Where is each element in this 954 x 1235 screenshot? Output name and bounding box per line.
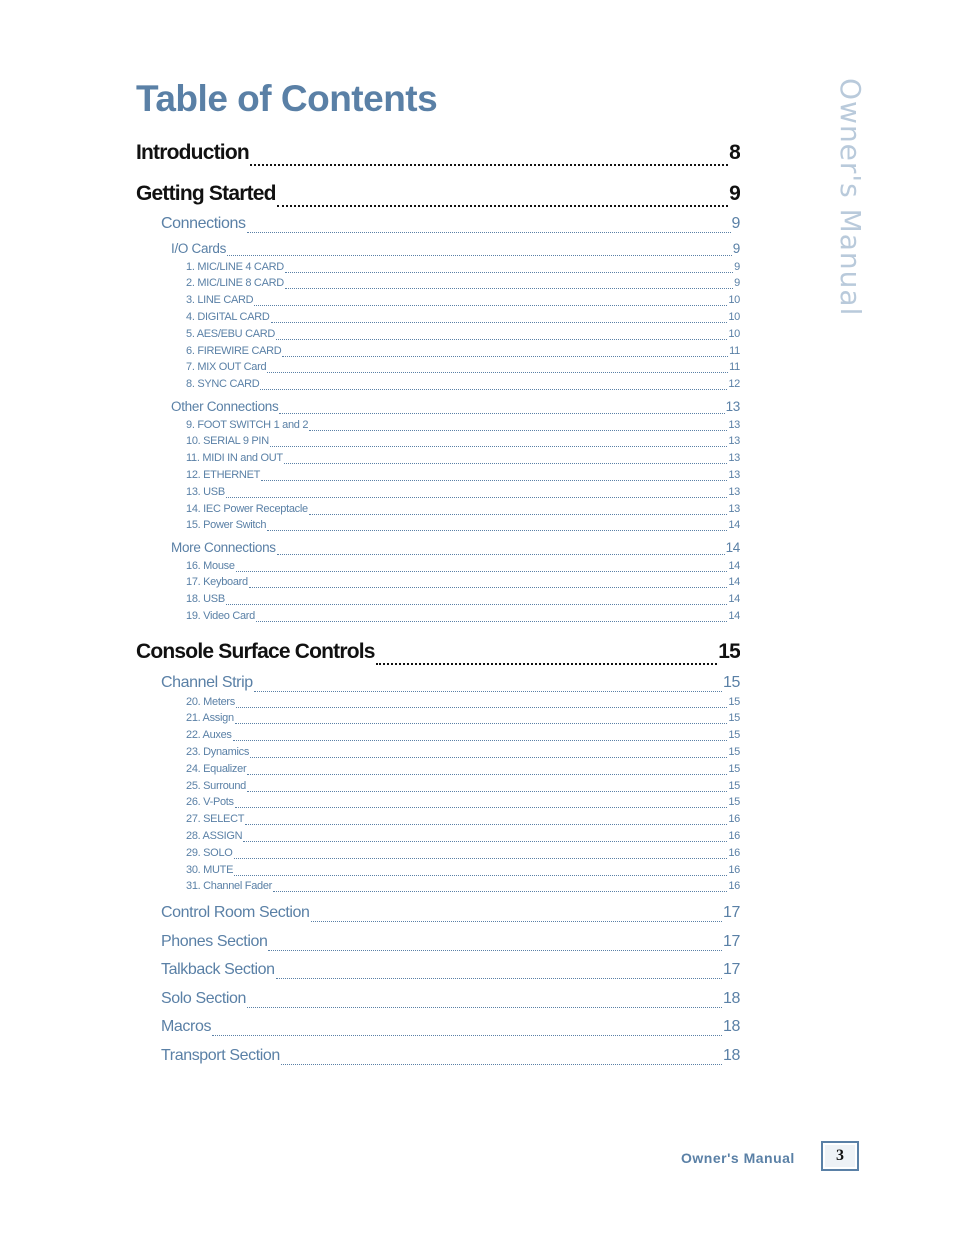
toc-entry-level-4[interactable] [186,452,740,467]
side-brand-label: Owner's Manual [834,78,867,317]
toc-entry-label: 10. SERIAL 9 PIN [186,435,269,447]
toc-entry-label: 16. Mouse [186,560,235,572]
toc-entry-page: 16 [728,864,740,876]
toc-entry-label: I/O Cards [171,241,227,256]
toc-entry-page: 13 [728,435,740,447]
toc-entry-page: 14 [728,610,740,622]
toc-entry-page: 11 [729,361,740,373]
toc-entry-page: 15 [728,712,740,724]
toc-entry-page: 15 [728,746,740,758]
toc-entry-page: 12 [728,378,740,390]
toc-entry-label: 12. ETHERNET [186,469,261,481]
dot-leader [285,288,733,289]
toc-entry-label: 2. MIC/LINE 8 CARD [186,277,284,289]
dot-leader [233,740,728,741]
dot-leader [226,497,727,498]
toc-entry-label: 18. USB [186,593,225,605]
toc-entry-label: Getting Started [136,182,276,205]
dot-leader [236,571,728,572]
dot-leader [250,757,727,758]
toc-entry-level-2[interactable] [161,990,740,1012]
toc-entry-page: 15 [723,674,740,691]
toc-entry-page: 9 [734,277,740,289]
footer-label: Owner's Manual [681,1150,795,1166]
toc-entry-label: 23. Dynamics [186,746,250,758]
toc-entry-label: Control Room Section [161,904,310,921]
toc-entry-page: 17 [723,933,740,950]
toc-entry-level-4[interactable] [186,864,740,879]
toc-entry-page: 18 [723,990,740,1007]
dot-leader [260,389,727,390]
toc-entry-label: 7. MIX OUT Card [186,361,267,373]
dot-leader [281,1064,722,1065]
toc-entry-label: 8. SYNC CARD [186,378,260,390]
toc-entry-page: 18 [723,1018,740,1035]
toc-entry-level-2[interactable] [161,961,740,983]
dot-leader [234,875,727,876]
toc-entry-level-4[interactable] [186,780,740,795]
toc-entry-page: 9 [734,261,740,273]
dot-leader [247,232,731,233]
toc-entry-level-4[interactable] [186,311,740,326]
toc-entry-level-2[interactable] [161,1047,740,1069]
toc-entry-label: More Connections [171,540,276,555]
dot-leader [276,978,722,979]
toc-entry-page: 10 [728,294,740,306]
toc-entry-page: 9 [732,241,740,256]
toc-entry-level-4[interactable] [186,486,740,501]
page-title: Table of Contents [136,78,438,119]
toc-entry-level-2[interactable] [161,215,740,237]
toc-entry-label: 19. Video Card [186,610,255,622]
toc-entry-level-4[interactable] [186,696,740,711]
toc-entry-level-3[interactable] [171,540,740,558]
toc-entry-page: 16 [728,880,740,892]
toc-entry-page: 9 [731,215,740,232]
dot-leader [277,554,725,555]
toc-entry-level-1[interactable] [136,640,740,670]
toc-entry-level-4[interactable] [186,576,740,591]
toc-entry-page: 15 [728,780,740,792]
dot-leader [236,707,727,708]
toc-entry-label: 26. V-Pots [186,796,234,808]
toc-entry-page: 15 [728,796,740,808]
toc-entry-page: 13 [728,419,740,431]
toc-entry-level-4[interactable] [186,796,740,811]
toc-entry-label: Channel Strip [161,674,253,691]
toc-entry-page: 15 [728,696,740,708]
toc-entry-level-4[interactable] [186,435,740,450]
toc-entry-label: 30. MUTE [186,864,234,876]
toc-entry-label: Transport Section [161,1047,280,1064]
toc-entry-label: 22. Auxes [186,729,232,741]
toc-entry-page: 16 [728,830,740,842]
toc-entry-level-4[interactable] [186,519,740,534]
toc-entry-level-4[interactable] [186,261,740,276]
toc-entry-level-4[interactable] [186,294,740,309]
toc-entry-label: Connections [161,215,246,232]
dot-leader [250,164,728,166]
dot-leader [247,791,727,792]
dot-leader [311,921,722,922]
toc-entry-label: Solo Section [161,990,247,1007]
dot-leader [254,305,727,306]
toc-entry-level-3[interactable] [171,399,740,417]
toc-entry-page: 17 [723,904,740,921]
toc-entry-page: 10 [728,328,740,340]
dot-leader [271,322,728,323]
toc-entry-level-4[interactable] [186,345,740,360]
dot-leader [376,663,718,665]
dot-leader [268,950,722,951]
dot-leader [212,1035,722,1036]
dot-leader [247,1007,722,1008]
toc-entry-level-2[interactable] [161,674,740,696]
toc-entry-level-2[interactable] [161,1018,740,1040]
toc-entry-page: 13 [728,486,740,498]
toc-entry-level-4[interactable] [186,378,740,393]
toc-entry-page: 14 [725,540,740,555]
toc-entry-page: 14 [728,576,740,588]
toc-entry-page: 18 [723,1047,740,1064]
toc-entry-page: 13 [725,399,740,414]
toc-entry-page: 10 [728,311,740,323]
toc-entry-label: Console Surface Controls [136,640,375,663]
toc-entry-level-4[interactable] [186,830,740,845]
dot-leader [247,774,727,775]
toc-entry-level-4[interactable] [186,763,740,778]
dot-leader [282,356,728,357]
toc-entry-level-3[interactable] [171,241,740,259]
toc-entry-page: 17 [723,961,740,978]
toc-entry-label: Talkback Section [161,961,275,978]
toc-entry-level-4[interactable] [186,503,740,518]
toc-entry-page: 13 [728,452,740,464]
toc-entry-page: 16 [728,813,740,825]
toc-entry-level-4[interactable] [186,746,740,761]
toc-entry-label: 25. Surround [186,780,246,792]
toc-entry-level-2[interactable] [161,904,740,926]
toc-entry-level-2[interactable] [161,933,740,955]
toc-entry-level-4[interactable] [186,469,740,484]
toc-entry-page: 9 [729,182,740,205]
toc-entry-label: Phones Section [161,933,268,950]
toc-entry-level-4[interactable] [186,847,740,862]
toc-entry-label: 1. MIC/LINE 4 CARD [186,261,284,273]
dot-leader [256,621,727,622]
toc-entry-page: 15 [728,729,740,741]
dot-leader [245,824,727,825]
dot-leader [285,272,733,273]
toc-entry-level-4[interactable] [186,813,740,828]
dot-leader [226,604,727,605]
toc-entry-label: 17. Keyboard [186,576,248,588]
toc-entry-page: 14 [728,560,740,572]
dot-leader [284,463,728,464]
toc-entry-page: 14 [728,519,740,531]
toc-entry-label: Introduction [136,141,249,164]
dot-leader [234,858,728,859]
toc-entry-level-4[interactable] [186,277,740,292]
toc-entry-level-4[interactable] [186,729,740,744]
toc-entry-level-4[interactable] [186,712,740,727]
toc-entry-label: 29. SOLO [186,847,233,859]
dot-leader [267,372,728,373]
toc-entry-label: 28. ASSIGN [186,830,243,842]
dot-leader [267,530,727,531]
page-number: 3 [836,1147,844,1164]
dot-leader [249,587,728,588]
toc-entry-label: 9. FOOT SWITCH 1 and 2 [186,419,309,431]
toc-entry-page: 16 [728,847,740,859]
toc-entry-label: 4. DIGITAL CARD [186,311,270,323]
toc-entry-label: 27. SELECT [186,813,245,825]
toc-entry-label: 6. FIREWIRE CARD [186,345,282,357]
dot-leader [235,807,728,808]
toc-entry-level-1[interactable] [136,182,740,212]
toc-entry-label: 14. IEC Power Receptacle [186,503,308,515]
toc-entry-label: 11. MIDI IN and OUT [186,452,283,464]
toc-entry-label: 24. Equalizer [186,763,247,775]
page-number-box [821,1141,859,1171]
toc-entry-level-4[interactable] [186,328,740,343]
toc-entry-label: Other Connections [171,399,279,414]
toc-entry-label: 31. Channel Fader [186,880,273,892]
toc-entry-level-4[interactable] [186,880,740,895]
toc-entry-page: 13 [728,469,740,481]
toc-entry-page: 14 [728,593,740,605]
toc-entry-label: 13. USB [186,486,225,498]
dot-leader [261,480,727,481]
toc-entry-level-4[interactable] [186,610,740,625]
toc-entry-page: 15 [718,640,740,663]
dot-leader [270,446,728,447]
toc-entry-level-1[interactable] [136,141,740,171]
dot-leader [309,514,728,515]
dot-leader [254,691,722,692]
dot-leader [235,723,728,724]
dot-leader [273,891,727,892]
dot-leader [309,430,727,431]
dot-leader [277,205,728,207]
toc-entry-page: 15 [728,763,740,775]
toc-entry-level-4[interactable] [186,361,740,376]
toc-entry-label: 5. AES/EBU CARD [186,328,276,340]
toc-entry-label: 20. Meters [186,696,235,708]
dot-leader [279,413,724,414]
toc-entry-label: Macros [161,1018,212,1035]
dot-leader [276,339,727,340]
toc-entry-page: 8 [729,141,740,164]
toc-entry-level-4[interactable] [186,419,740,434]
dot-leader [227,255,732,256]
toc-entry-label: 3. LINE CARD [186,294,254,306]
toc-entry-level-4[interactable] [186,593,740,608]
toc-entry-level-4[interactable] [186,560,740,575]
dot-leader [243,841,727,842]
toc-entry-page: 11 [729,345,740,357]
toc-entry-page: 13 [728,503,740,515]
toc-entry-label: 21. Assign [186,712,234,724]
toc-entry-label: 15. Power Switch [186,519,267,531]
